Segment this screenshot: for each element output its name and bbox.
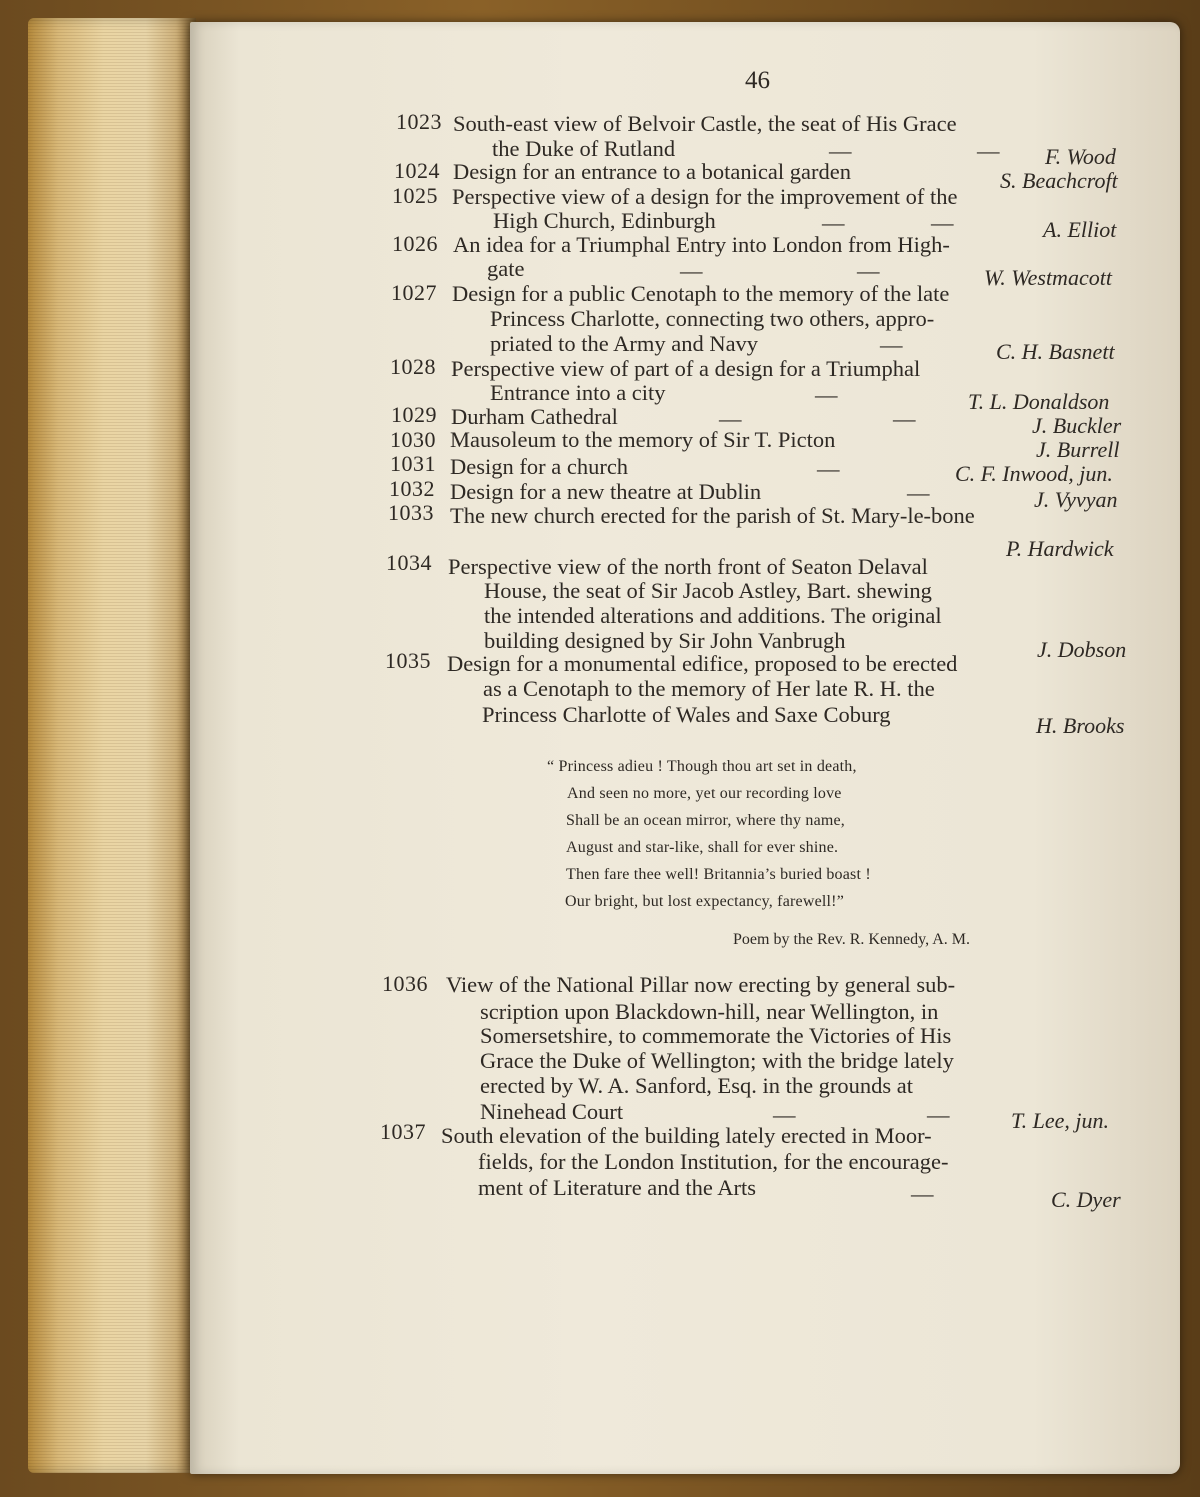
- entry-number: 1024: [394, 158, 440, 183]
- entry-author: A. Elliot: [1043, 217, 1117, 242]
- poem-line: And seen no more, yet our recording love: [567, 785, 842, 802]
- entry-number: 1026: [392, 231, 438, 256]
- entry-number: 1034: [386, 550, 432, 575]
- entry-description-line: Perspective view of a design for the improvement of the: [452, 184, 958, 209]
- entry-description-line: Perspective view of part of a design for a Triumphal: [451, 356, 921, 381]
- entry-description-line: House, the seat of Sir Jacob Astley, Bart. shewing: [484, 578, 932, 603]
- dash-separator: —: [817, 456, 840, 481]
- dash-separator: —: [880, 332, 903, 357]
- dash-separator: —: [907, 480, 930, 505]
- entry-number: 1036: [382, 971, 428, 996]
- entry-description-line: erected by W. A. Sanford, Esq. in the grounds at: [480, 1073, 914, 1098]
- entry-description-line: the intended alterations and additions. The original: [484, 603, 942, 628]
- entry-number: 1027: [391, 280, 437, 305]
- entry-description-line: High Church, Edinburgh: [493, 208, 716, 233]
- entry-author: F. Wood: [1045, 144, 1116, 169]
- entry-author: C. F. Inwood, jun.: [955, 461, 1113, 486]
- poem-line: August and star-like, shall for ever shine.: [566, 839, 839, 856]
- entry-author: J. Buckler: [1032, 413, 1122, 438]
- dash-separator: —: [719, 406, 742, 431]
- entry-description-line: Princess Charlotte of Wales and Saxe Coburg: [482, 702, 891, 727]
- dash-separator: —: [680, 258, 703, 283]
- entry-description-line: Perspective view of the north front of Seaton Delaval: [448, 554, 928, 579]
- entry-author: C. Dyer: [1051, 1187, 1121, 1212]
- entry-author: H. Brooks: [1036, 713, 1125, 738]
- dash-separator: —: [815, 382, 838, 407]
- entry-description-line: Design for an entrance to a botanical garden: [453, 159, 851, 184]
- entry-number: 1032: [389, 476, 435, 501]
- entry-number: 1028: [390, 354, 436, 379]
- page-number: 46: [745, 67, 770, 94]
- entry-author: T. L. Donaldson: [968, 389, 1110, 414]
- entry-description-line: building designed by Sir John Vanbrugh: [484, 628, 846, 653]
- entry-description-line: Durham Cathedral: [451, 404, 618, 429]
- entry-author: S. Beachcroft: [1000, 168, 1118, 193]
- entry-author: J. Dobson: [1037, 637, 1127, 662]
- entry-author: W. Westmacott: [984, 265, 1112, 290]
- entry-description-line: Mausoleum to the memory of Sir T. Picton: [450, 427, 836, 452]
- entry-number: 1023: [396, 109, 442, 134]
- entry-description-line: View of the National Pillar now erecting by general sub-: [446, 972, 956, 997]
- poem-line: Then fare thee well! Britannia’s buried boast !: [566, 866, 871, 883]
- entry-description-line: South elevation of the building lately erected in Moor-: [441, 1123, 932, 1148]
- dash-separator: —: [911, 1181, 934, 1206]
- entry-description-line: Princess Charlotte, connecting two others, appro-: [490, 306, 935, 331]
- entry-description-line: gate: [487, 256, 525, 281]
- poem-line: Our bright, but lost expectancy, farewell!”: [565, 893, 845, 910]
- entry-number: 1035: [385, 648, 431, 673]
- entry-author: C. H. Basnett: [996, 339, 1115, 364]
- dash-separator: —: [857, 258, 880, 283]
- entry-description-line: as a Cenotaph to the memory of Her late R. H. the: [483, 676, 935, 701]
- entry-number: 1029: [391, 402, 437, 427]
- entry-description-line: Design for a monumental edifice, proposed to be erected: [447, 651, 958, 676]
- entry-author: J. Burrell: [1036, 437, 1120, 462]
- dash-separator: —: [977, 138, 1000, 163]
- poem-credit: Poem by the Rev. R. Kennedy, A. M.: [733, 931, 971, 948]
- dash-separator: —: [931, 210, 954, 235]
- poem-line: Shall be an ocean mirror, where thy name,: [566, 812, 846, 829]
- entry-number: 1033: [388, 500, 434, 525]
- entry-number: 1031: [390, 451, 436, 476]
- entry-description-line: fields, for the London Institution, for the encourage-: [478, 1149, 949, 1174]
- entry-number: 1025: [392, 183, 438, 208]
- poem-line: “ Princess adieu ! Though thou art set in death,: [547, 758, 857, 775]
- entry-description-line: Design for a new theatre at Dublin: [450, 479, 762, 504]
- dash-separator: —: [829, 138, 852, 163]
- entry-description-line: Ninehead Court: [480, 1099, 624, 1124]
- entry-author: T. Lee, jun.: [1011, 1108, 1109, 1133]
- entry-description-line: priated to the Army and Navy: [490, 331, 759, 356]
- entry-description-line: Somersetshire, to commemorate the Victories of His: [480, 1023, 952, 1048]
- entry-description-line: An idea for a Triumphal Entry into London from High-: [453, 232, 950, 257]
- entry-description-line: the Duke of Rutland: [492, 136, 676, 161]
- entry-description-line: Grace the Duke of Wellington; with the bridge lately: [480, 1048, 954, 1073]
- entry-author: J. Vyvyan: [1034, 487, 1118, 512]
- entry-description-line: Entrance into a city: [490, 380, 666, 405]
- entry-description-line: Design for a church: [450, 454, 629, 479]
- entry-description-line: Design for a public Cenotaph to the memory of the late: [452, 281, 950, 306]
- entry-description-line: South-east view of Belvoir Castle, the seat of His Grace: [453, 111, 957, 136]
- page-edges: [28, 18, 196, 1473]
- entry-description-line: scription upon Blackdown-hill, near Wellington, in: [480, 999, 939, 1024]
- entry-description-line: ment of Literature and the Arts: [478, 1175, 757, 1200]
- entry-description-line: The new church erected for the parish of St. Mary-le-bone: [450, 503, 975, 528]
- dash-separator: —: [822, 210, 845, 235]
- entry-number: 1037: [380, 1119, 426, 1144]
- dash-separator: —: [927, 1102, 950, 1127]
- entry-author: P. Hardwick: [1006, 536, 1114, 561]
- dash-separator: —: [773, 1102, 796, 1127]
- entry-number: 1030: [390, 427, 436, 452]
- dash-separator: —: [893, 406, 916, 431]
